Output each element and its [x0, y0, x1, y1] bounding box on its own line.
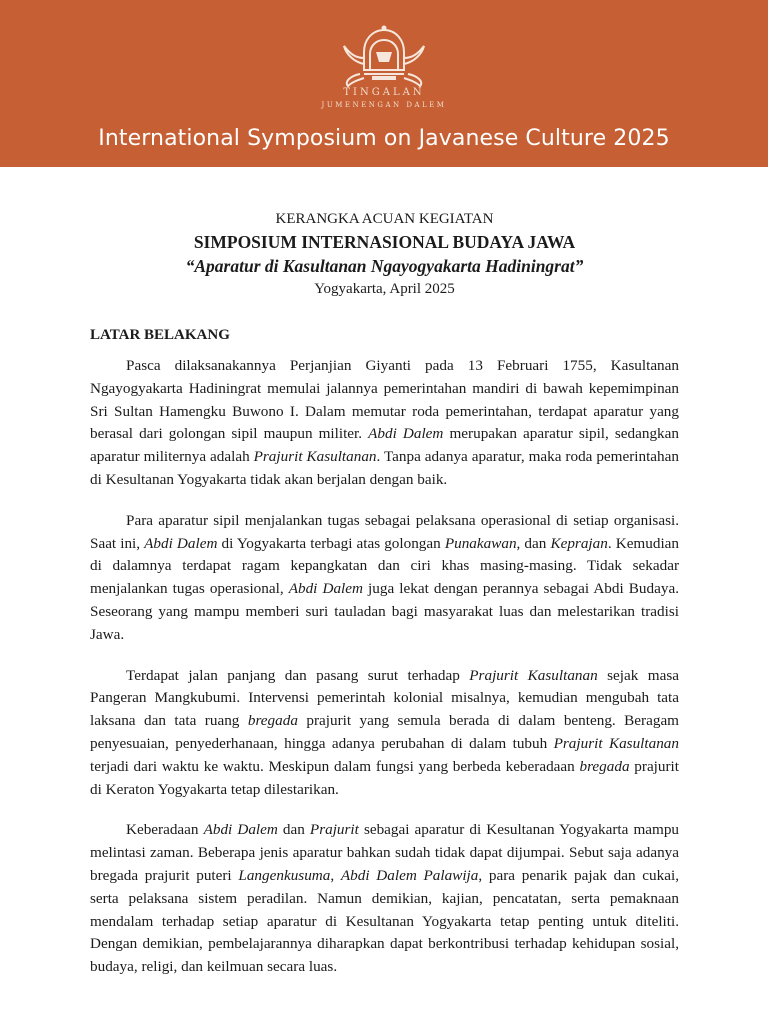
document-title: SIMPOSIUM INTERNASIONAL BUDAYA JAWA	[193, 232, 576, 252]
text-run: Keberadaan	[126, 821, 204, 839]
document-kicker: KERANGKA ACUAN KEGIATAN	[275, 211, 494, 227]
text-run: terjadi dari waktu ke waktu. Meskipun dalam fungsi yang berbeda keberadaan	[90, 757, 580, 775]
text-run: juga lekat dengan perannya sebagai Abdi Budaya. Seseorang yang mampu memberi suri tauladan bagi masyarakat luas dan melestarikan tradisi Jawa.	[90, 580, 679, 643]
italic-term: Langenkusuma	[238, 866, 331, 884]
italic-term: Abdi Dalem	[144, 534, 218, 552]
text-run: sebagai aparatur di Kesultanan Yogyakarta mampu melintasi zaman. Beberapa jenis aparatur bahkan sudah tidak dapat dijumpai. Sebut saja adanya bregada prajurit puteri	[90, 821, 680, 884]
italic-term: Abdi Dalem	[288, 580, 363, 598]
italic-term: bregada	[247, 712, 298, 730]
text-run: . Kemudian di dalamnya terdapat ragam kepangkatan dan ciri khas masing-masing. Tidak sekadar menjalankan tugas operasional,	[90, 534, 679, 598]
paragraph-3	[90, 665, 679, 802]
text-run: sejak masa Pangeran Mangkubumi. Intervensi pemerintah kolonial misalnya, kemudian mengubah tata laksana dan tata ruang	[90, 666, 679, 730]
text-run: di Yogyakarta terbagi atas golongan	[217, 534, 445, 552]
brand-subtitle: JUMENENGAN DALEM	[321, 101, 447, 109]
italic-term: Prajurit Kasultanan	[469, 666, 598, 684]
text-run: Terdapat jalan panjang dan pasang surut terhadap	[126, 666, 470, 684]
banner-title: International Symposium on Javanese Culture 2025	[98, 126, 670, 151]
text-run: , para penarik pajak dan cukai, serta pelaksana sistem peradilan. Namun demikian, kajian, pencatatan, serta pemaknaan mendalam terhadap setiap aparatur di Kesultanan Yogyakarta tetap penting untuk diteliti. Dengan demikian, pembelajarannya diharapkan dapat berkontribusi terhadap kehidupan sosial, budaya, religi, dan keilmuan secara luas.	[90, 866, 679, 976]
text-run: ,	[330, 866, 341, 884]
text-run: Pasca dilaksanakannya Perjanjian Giyanti pada 13 Februari 1755, Kasultanan Ngayogyakarta Hadiningrat memulai jalannya pemerintahan mandiri di bawah kepemimpinan Sri Sultan Hamengku Buwono I. Dalam memutar roda pemerintahan, terdapat aparatur yang berasal dari golongan sipil maupun militer.	[90, 357, 679, 443]
brand-name: TINGALAN	[343, 87, 425, 98]
italic-term: bregada	[579, 757, 630, 775]
italic-term: Keprajan	[550, 534, 608, 552]
document-date: Yogyakarta, April 2025	[314, 281, 455, 297]
document-body	[90, 208, 679, 997]
italic-term: Abdi Dalem	[203, 821, 278, 839]
keraton-crown-icon	[334, 24, 434, 90]
italic-term: Prajurit Kasultanan	[553, 734, 679, 752]
italic-term: Abdi Dalem	[368, 425, 444, 443]
text-run: , dan	[516, 534, 551, 552]
text-run: Para aparatur sipil menjalankan tugas sebagai pelaksana operasional di setiap organisasi. Saat ini,	[90, 511, 679, 552]
document-subtitle: “Aparatur di Kasultanan Ngayogyakarta Hadiningrat”	[185, 256, 584, 276]
italic-term: Prajurit Kasultanan	[253, 448, 377, 466]
italic-term: Punakawan	[444, 534, 517, 552]
paragraph-4	[90, 819, 679, 979]
italic-term: Abdi Dalem Palawija	[340, 866, 479, 884]
header-banner	[0, 0, 768, 167]
text-run: merupakan aparatur sipil, sedangkan aparatur militernya adalah	[90, 425, 679, 466]
paragraph-1	[90, 355, 679, 492]
text-run: prajurit di Keraton Yogyakarta tetap dilestarikan.	[90, 757, 679, 798]
text-run: dan	[277, 821, 310, 839]
section-heading: LATAR BELAKANG	[90, 327, 230, 343]
text-run: . Tanpa adanya aparatur, maka roda pemerintahan di Kesultanan Yogyakarta tidak akan berjalan dengan baik.	[90, 448, 679, 488]
italic-term: Prajurit	[309, 821, 359, 839]
text-run: prajurit yang semula berada di dalam benteng. Beragam penyesuaian, penyederhanaan, hingga adanya perubahan di dalam tubuh	[90, 712, 679, 752]
paragraph-2	[90, 510, 679, 647]
